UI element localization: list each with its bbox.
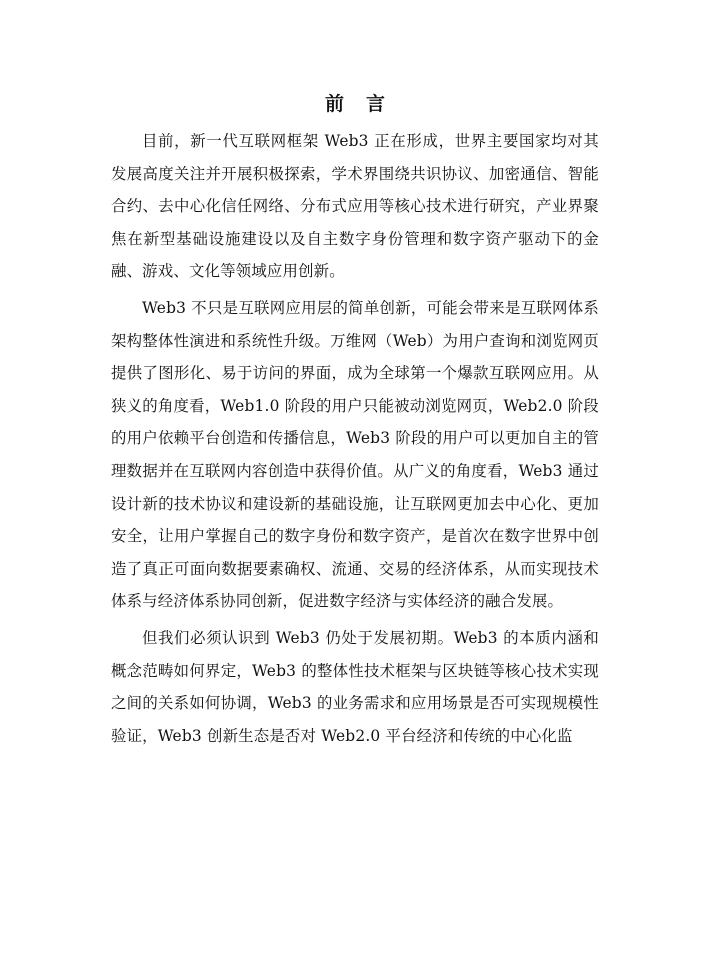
paragraph: 但我们必须认识到 Web3 仍处于发展初期。Web3 的本质内涵和概念范畴如何界定，Web3 的整体性技术框架与区块链等核心技术实现之间的关系如何协调，Web3 的业务需求和应用场景是否可实现规模性验证，Web3 创新生态是否对 Web2.0 平台经济和传统的中心化监 — [111, 628, 599, 745]
paragraph: Web3 不只是互联网应用层的简单创新，可能会带来是互联网体系架构整体性演进和系统性升级。万维网（Web）为用户查询和浏览网页提供了图形化、易于访问的界面，成为全球第一个爆款互联网应用。从狭义的角度看，Web1.0 阶段的用户只能被动浏览网页，Web2.0 阶段的用户依赖平台创造和传播信息，Web3 阶段的用户可以更加自主的管理数据并在互联网内容创造中获得价值。从广义的角度看，Web3 通过设计新的技术协议和建设新的基础设施，让互联网更加去中心化、更加安全，让用户掌握自己的数字身份和数字资产，是首次在数字世界中创造了真正可面向数据要素确权、流通、交易的经济体系，从而实现技术体系与经济体系协同创新，促进数字经济与实体经济的融合发展。 — [111, 298, 599, 611]
body-text — [111, 125, 599, 752]
paragraph: 目前，新一代互联网框架 Web3 正在形成，世界主要国家均对其发展高度关注并开展积极探索，学术界围绕共识协议、加密通信、智能合约、去中心化信任网络、分布式应用等核心技术进行研究，产业界聚焦在新型基础设施建设以及自主数字身份管理和数字资产驱动下的金融、游戏、文化等领域应用创新。 — [111, 132, 599, 281]
page-title: 前言 — [324, 93, 407, 115]
